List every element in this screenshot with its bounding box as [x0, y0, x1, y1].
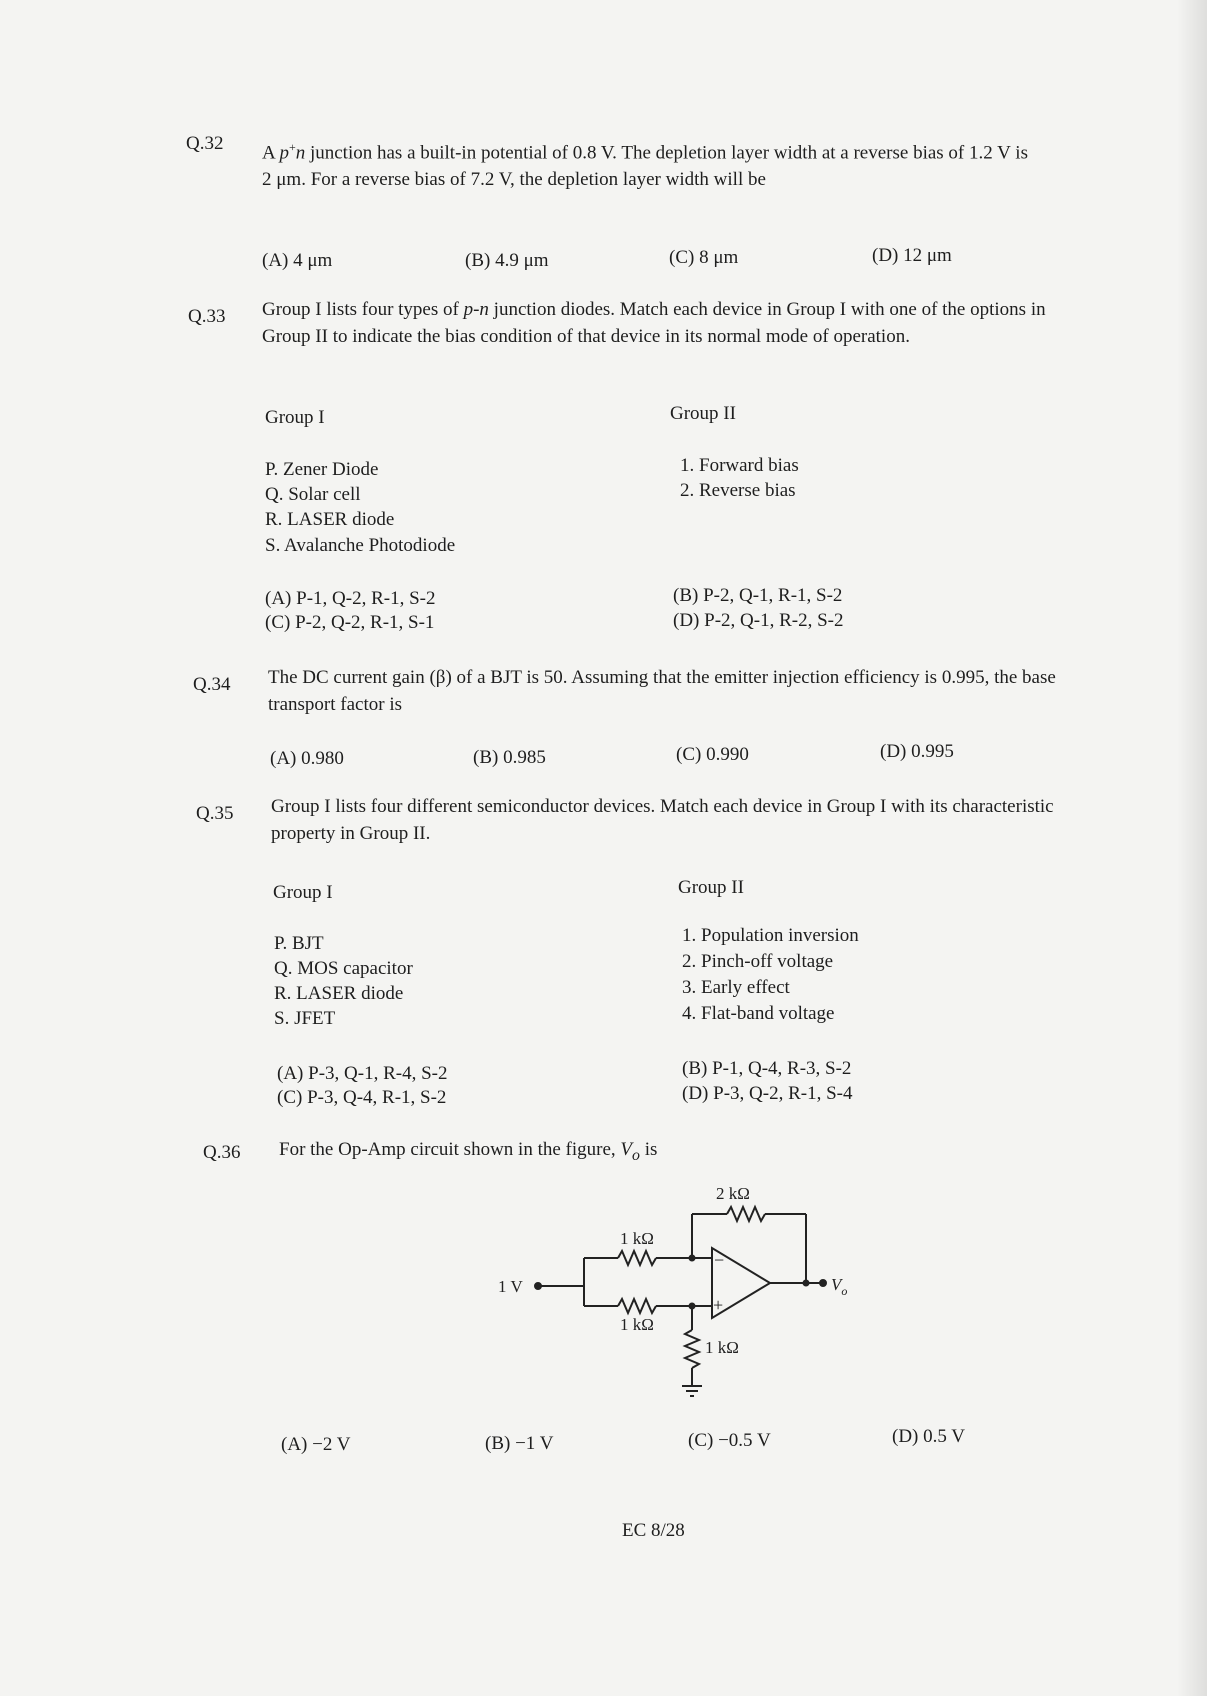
question-number: Q.34	[193, 674, 231, 695]
question-number: Q.35	[196, 803, 234, 824]
group-2-title: Group II	[670, 403, 736, 424]
group-1-item: Q. Solar cell	[265, 484, 361, 505]
option-b: (B) 4.9 μm	[465, 250, 549, 271]
label-plus: +	[713, 1295, 724, 1315]
option-b: (B) 0.985	[473, 747, 546, 768]
text-segment: Group I lists four types of	[262, 299, 464, 320]
output-sub: o	[841, 1284, 848, 1298]
option-c: (C) 8 μm	[669, 247, 739, 268]
option-c: (C) −0.5 V	[688, 1430, 771, 1451]
option-a: (A) P-3, Q-1, R-4, S-2	[277, 1063, 448, 1084]
option-c: (C) P-2, Q-2, R-1, S-1	[265, 612, 435, 633]
label-minus: −	[714, 1250, 725, 1270]
group-1-item: S. JFET	[274, 1008, 336, 1029]
text-italic: V	[620, 1139, 633, 1160]
group-2-title: Group II	[678, 877, 744, 898]
label-input-voltage: 1 V	[498, 1277, 523, 1296]
question-text: Group I lists four different semiconductor devices. Match each device in Group I with its characteristic property in Group II.	[271, 796, 1054, 844]
group-2-item: 1. Forward bias	[680, 455, 799, 476]
option-d: (D) P-2, Q-1, R-2, S-2	[673, 610, 844, 631]
resistor-feedback	[727, 1207, 765, 1221]
text-segment: For the Op-Amp circuit shown in the figure,	[279, 1139, 621, 1160]
subscript: o	[632, 1146, 640, 1164]
group-2-item: 3. Early effect	[682, 977, 790, 998]
option-b: (B) −1 V	[485, 1433, 554, 1454]
label-r-ground: 1 kΩ	[705, 1338, 739, 1357]
option-a: (A) P-1, Q-2, R-1, S-2	[265, 588, 436, 609]
label-r-top: 1 kΩ	[620, 1229, 654, 1248]
question-number: Q.33	[188, 306, 226, 327]
text-italic: n	[295, 142, 306, 164]
label-r-feedback: 2 kΩ	[716, 1184, 750, 1203]
text-italic: p-n	[463, 299, 489, 320]
group-2-item: 2. Pinch-off voltage	[682, 951, 834, 972]
option-c: (C) 0.990	[676, 744, 749, 765]
option-a: (A) 4 μm	[262, 250, 333, 271]
option-a: (A) −2 V	[281, 1434, 351, 1455]
text-segment: junction has a built-in potential of 0.8 V. The depletion layer width at a reverse bias of 1.2 V is 2 μm. For a reverse bias of 7.2 V, the depletion layer width will be	[262, 142, 1028, 191]
option-d: (D) 0.995	[880, 741, 954, 762]
page-footer: EC 8/28	[622, 1520, 685, 1541]
group-2-item: 1. Population inversion	[682, 925, 859, 946]
text-italic: p	[279, 142, 289, 164]
group-1-item: S. Avalanche Photodiode	[265, 535, 456, 556]
input-terminal	[535, 1283, 541, 1289]
label-output-var	[831, 1275, 847, 1298]
text-segment: junction diodes. Match each device in Group I with one of the options in Group II to indicate the bias condition of that device in its normal mode of operation.	[262, 299, 1046, 347]
label-r-bottom: 1 kΩ	[620, 1315, 654, 1334]
option-d: (D) 0.5 V	[892, 1426, 966, 1447]
group-2-item: 2. Reverse bias	[680, 480, 796, 501]
option-c: (C) P-3, Q-4, R-1, S-2	[277, 1087, 447, 1108]
question-text: The DC current gain (β) of a BJT is 50. Assuming that the emitter injection efficiency is 0.995, the base transport factor is	[268, 667, 1056, 715]
group-1-item: P. BJT	[274, 933, 324, 954]
group-1-item: P. Zener Diode	[265, 459, 379, 480]
output-terminal	[820, 1280, 826, 1286]
option-a: (A) 0.980	[270, 748, 344, 769]
group-1-item: Q. MOS capacitor	[274, 958, 413, 979]
option-d: (D) 12 μm	[872, 245, 952, 266]
group-1-item: R. LASER diode	[274, 983, 404, 1004]
option-d: (D) P-3, Q-2, R-1, S-4	[682, 1083, 853, 1104]
group-1-title: Group I	[273, 882, 333, 903]
option-b: (B) P-1, Q-4, R-3, S-2	[682, 1058, 852, 1079]
question-number: Q.32	[186, 133, 224, 154]
group-1-item: R. LASER diode	[265, 509, 395, 530]
resistor-top	[618, 1251, 656, 1265]
resistor-ground	[685, 1330, 699, 1368]
resistor-bottom	[618, 1299, 656, 1313]
superscript: +	[288, 140, 296, 154]
group-1-title: Group I	[265, 407, 325, 428]
group-2-item: 4. Flat-band voltage	[682, 1003, 835, 1024]
question-number: Q.36	[203, 1142, 241, 1163]
output-var: V	[831, 1275, 842, 1294]
junction-dot	[804, 1281, 809, 1286]
text-segment: is	[639, 1139, 658, 1160]
option-b: (B) P-2, Q-1, R-1, S-2	[673, 585, 843, 606]
text-segment: A	[262, 142, 280, 164]
